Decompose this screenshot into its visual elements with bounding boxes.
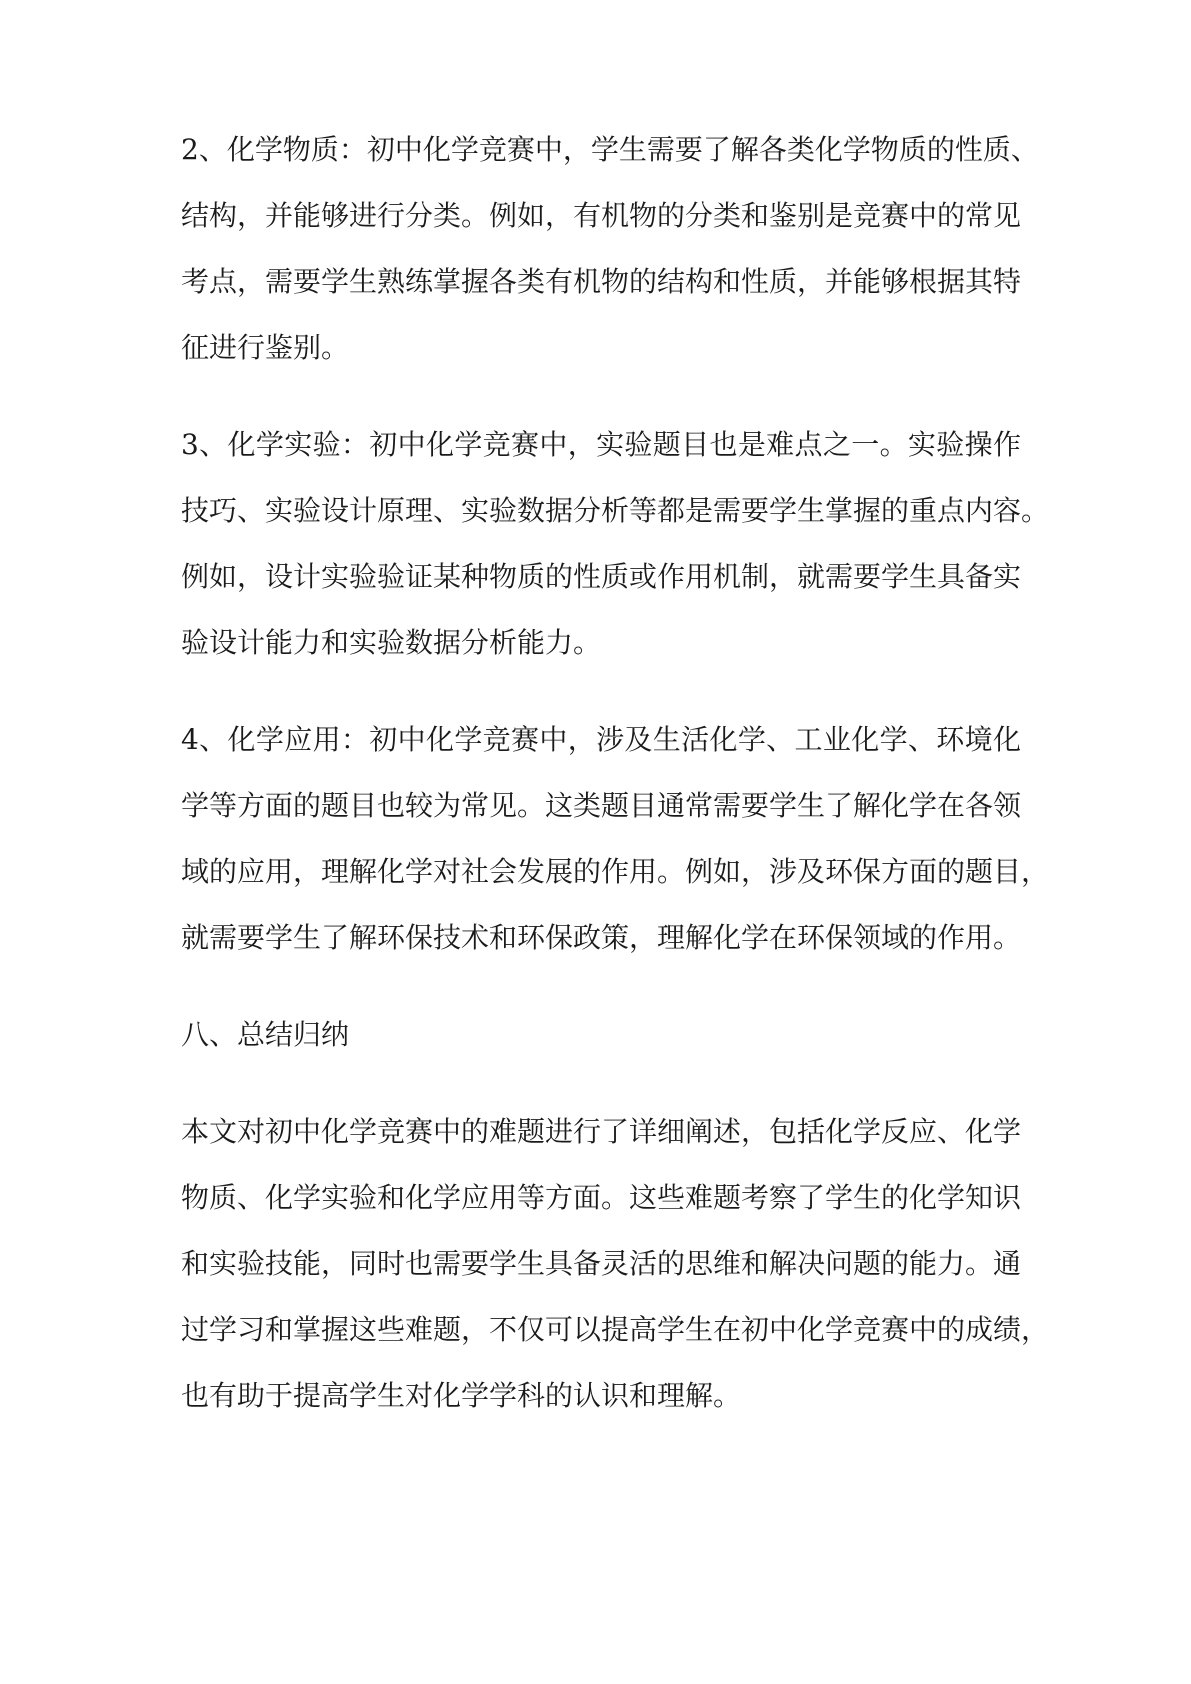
paragraph-line: 2、化学物质：初中化学竞赛中，学生需要了解各类化学物质的性质、 <box>181 133 1039 166</box>
section-heading: 八、总结归纳 <box>181 1018 350 1051</box>
paragraph-line: 域的应用，理解化学对社会发展的作用。例如，涉及环保方面的题目， <box>181 855 1050 888</box>
paragraph-line: 技巧、实验设计原理、实验数据分析等都是需要学生掌握的重点内容。 <box>181 494 1050 527</box>
paragraph-line: 学等方面的题目也较为常见。这类题目通常需要学生了解化学在各领 <box>181 789 1022 822</box>
paragraph-line: 物质、化学实验和化学应用等方面。这些难题考察了学生的化学知识 <box>181 1181 1022 1214</box>
paragraph-line: 结构，并能够进行分类。例如，有机物的分类和鉴别是竞赛中的常见 <box>181 199 1022 232</box>
paragraph-line: 和实验技能，同时也需要学生具备灵活的思维和解决问题的能力。通 <box>181 1247 1022 1280</box>
paragraph-line: 验设计能力和实验数据分析能力。 <box>181 626 602 659</box>
paragraph-line: 3、化学实验：初中化学竞赛中，实验题目也是难点之一。实验操作 <box>181 428 1021 461</box>
paragraph-line: 过学习和掌握这些难题，不仅可以提高学生在初中化学竞赛中的成绩， <box>181 1313 1050 1346</box>
paragraph-line: 考点，需要学生熟练掌握各类有机物的结构和性质，并能够根据其特 <box>181 265 1022 298</box>
paragraph-line: 也有助于提高学生对化学学科的认识和理解。 <box>181 1379 742 1412</box>
paragraph-line: 例如，设计实验验证某种物质的性质或作用机制，就需要学生具备实 <box>181 560 1022 593</box>
paragraph-line: 4、化学应用：初中化学竞赛中，涉及生活化学、工业化学、环境化 <box>181 723 1021 756</box>
paragraph-line: 就需要学生了解环保技术和环保政策，理解化学在环保领域的作用。 <box>181 921 1022 954</box>
paragraph-line: 本文对初中化学竞赛中的难题进行了详细阐述，包括化学反应、化学 <box>181 1115 1022 1148</box>
paragraph-line: 征进行鉴别。 <box>181 331 350 364</box>
